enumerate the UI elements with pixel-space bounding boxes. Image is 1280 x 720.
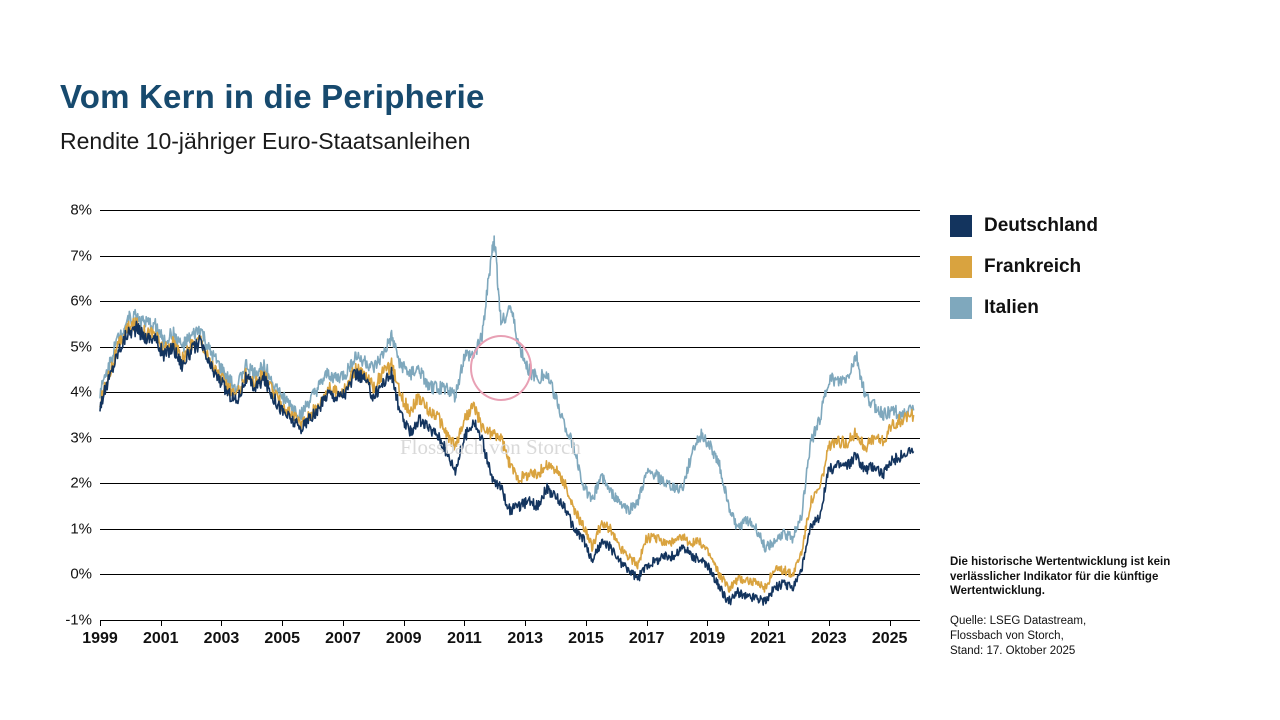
y-axis-tick-label: 6% xyxy=(70,292,92,310)
page-title: Vom Kern in die Peripherie xyxy=(60,78,485,115)
y-axis-tick-label: 2% xyxy=(70,474,92,492)
legend-item[interactable] xyxy=(950,246,1200,287)
y-axis-tick-label: 8% xyxy=(70,201,92,219)
x-axis-tick-label: 2007 xyxy=(325,630,361,647)
source-line-3: Stand: 17. Oktober 2025 xyxy=(950,645,1076,658)
y-axis-tick-label: -1% xyxy=(65,611,92,629)
series-lines xyxy=(100,210,920,620)
legend-item[interactable] xyxy=(950,205,1200,246)
x-tick xyxy=(343,620,344,626)
legend-item[interactable] xyxy=(950,287,1200,328)
y-axis-tick-label: 4% xyxy=(70,383,92,401)
series-line-frankreich xyxy=(100,318,914,592)
x-axis-tick-label: 2015 xyxy=(568,630,604,647)
plot-area xyxy=(65,201,920,629)
x-axis-tick-label: 2019 xyxy=(689,630,726,647)
x-tick xyxy=(221,620,222,626)
x-axis-tick-label: 2011 xyxy=(447,630,482,647)
x-tick xyxy=(707,620,708,626)
y-axis-tick-label: 5% xyxy=(70,338,92,356)
disclaimer-text: Die historische Wertentwicklung ist kein verlässlicher Indikator für die künftige Wertentwicklung. xyxy=(950,556,1171,598)
chart-legend xyxy=(950,205,1200,328)
x-axis-tick-label: 2021 xyxy=(750,630,786,647)
legend-label: Deutschland xyxy=(984,214,1099,236)
x-tick xyxy=(404,620,405,626)
legend-color-swatch xyxy=(950,297,972,319)
x-axis-tick-label: 2001 xyxy=(142,630,179,647)
y-axis-tick-label: 1% xyxy=(70,520,92,538)
x-axis-tick-label: 2003 xyxy=(203,630,240,647)
y-axis-tick-label: 7% xyxy=(70,247,92,265)
x-axis-tick-label: 2017 xyxy=(628,630,665,647)
x-axis-tick-label: 2013 xyxy=(507,630,543,647)
x-tick xyxy=(525,620,526,626)
x-axis-tick-label: 2023 xyxy=(811,630,847,647)
page-subtitle: Rendite 10-jähriger Euro-Staatsanleihen xyxy=(60,128,471,154)
source-line-2: Flossbach von Storch, xyxy=(950,630,1064,643)
x-tick xyxy=(464,620,465,626)
x-tick xyxy=(890,620,891,626)
x-tick xyxy=(829,620,830,626)
x-axis-labels xyxy=(82,630,920,654)
source-line-1: Quelle: LSEG Datastream, xyxy=(950,615,1087,627)
x-axis-tick-label: 2005 xyxy=(264,630,301,647)
legend-color-swatch xyxy=(950,256,972,278)
grid-line xyxy=(65,611,920,629)
source-text xyxy=(950,614,1185,660)
y-axis-tick-label: 3% xyxy=(70,429,92,447)
x-tick xyxy=(282,620,283,626)
watermark: Flossbach von Storch xyxy=(400,435,581,459)
x-axis-tick-label: 2009 xyxy=(385,630,422,647)
x-tick xyxy=(647,620,648,626)
legend-color-swatch xyxy=(950,215,972,237)
y-axis-tick-label: 0% xyxy=(70,565,92,583)
x-axis-tick-label: 1999 xyxy=(82,630,118,647)
legend-label: Italien xyxy=(984,296,1039,318)
x-axis-tick-label: 2025 xyxy=(871,630,908,647)
x-tick xyxy=(161,620,162,626)
x-tick xyxy=(768,620,769,626)
legend-label: Frankreich xyxy=(984,255,1082,277)
x-tick xyxy=(100,620,101,626)
x-tick xyxy=(586,620,587,626)
